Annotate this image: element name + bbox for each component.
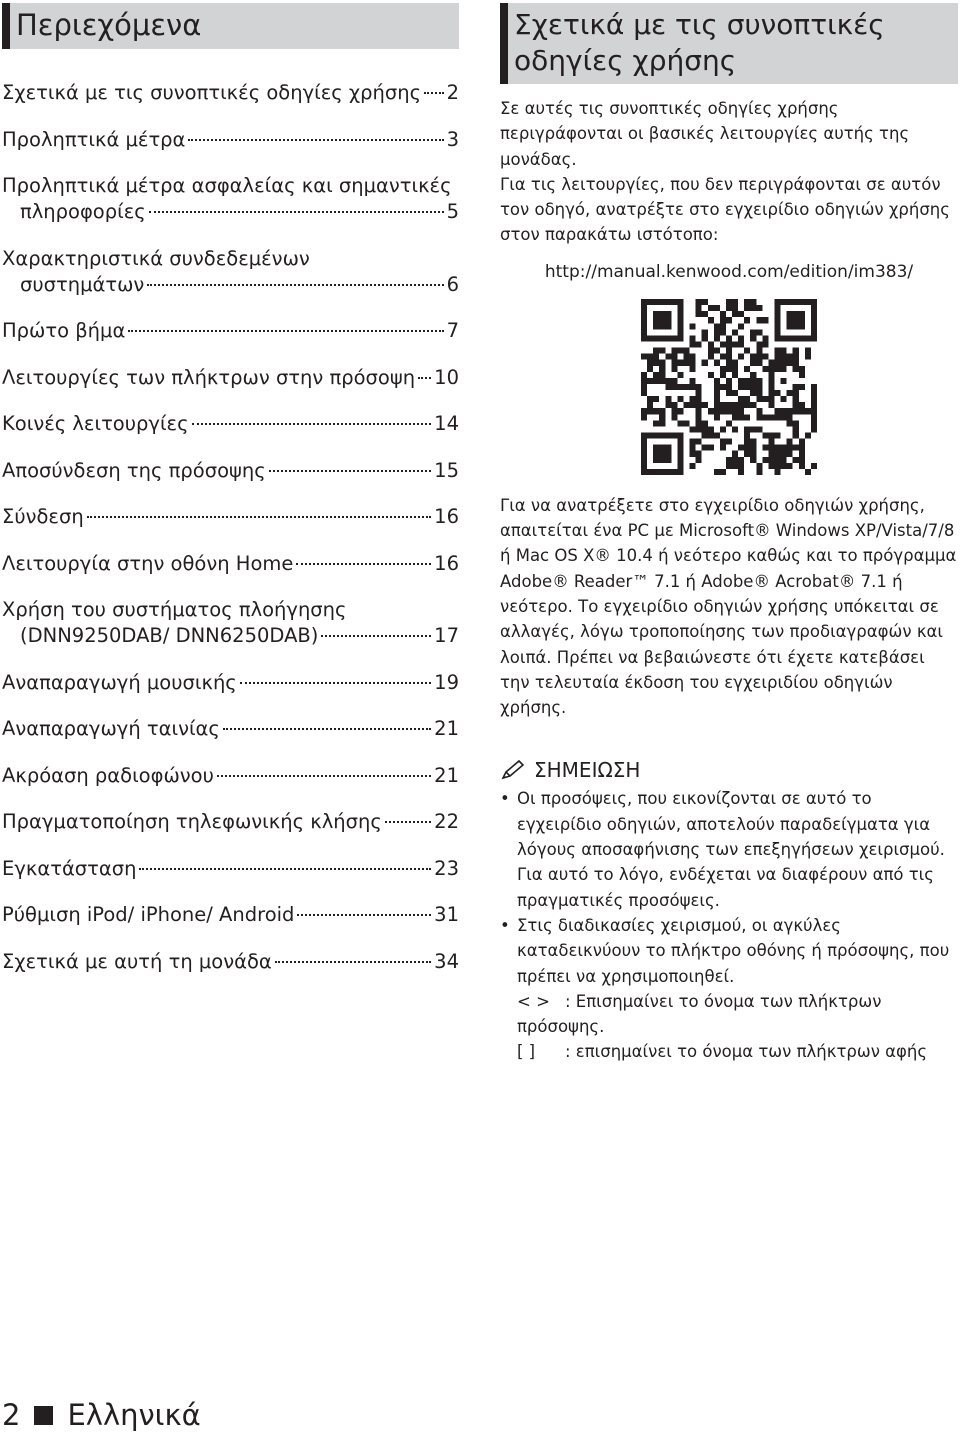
dot-leader <box>192 423 432 425</box>
bullet-icon: • <box>500 789 510 809</box>
bullet-icon: • <box>500 915 510 935</box>
toc-page-number: 7 <box>446 319 459 342</box>
toc-entry-label-line: Χαρακτηριστικά συνδεδεμένων <box>2 246 310 270</box>
toc-entry-label: Πρώτο βήμα <box>2 319 126 342</box>
dot-leader <box>385 821 431 823</box>
toc-entry[interactable] <box>2 458 459 484</box>
toc-page-number: 21 <box>434 717 459 740</box>
note-list <box>500 786 958 988</box>
toc-entry[interactable] <box>2 173 459 225</box>
toc-page-number: 14 <box>434 412 459 435</box>
toc-entry[interactable] <box>2 246 459 298</box>
toc-entry[interactable] <box>2 504 459 530</box>
toc-entry-label: Αναπαραγωγή μουσικής <box>2 670 237 694</box>
note-heading <box>500 758 958 782</box>
dot-leader <box>275 961 431 963</box>
toc-entry-label: Λειτουργία στην οθόνη Home <box>2 551 294 575</box>
manual-url-link[interactable]: http://manual.kenwood.com/edition/im383/ <box>544 261 914 282</box>
dot-leader <box>147 284 443 286</box>
toc-page-number: 10 <box>434 365 459 389</box>
intro-paragraph-2: Για τις λειτουργίες, που δεν περιγράφονται σε αυτόν τον οδηγό, ανατρέξτε στο εγχειρίδιο οδηγιών χρήσης στον παρακάτω ιστότοπο: <box>500 174 950 245</box>
page-footer <box>2 1398 201 1432</box>
toc-entry-label: Κοινές λειτουργίες <box>2 412 189 435</box>
toc-page-number: 31 <box>434 903 459 926</box>
contents-heading: Περιεχόμενα <box>2 3 459 49</box>
toc-entry-label: Σχετικά με αυτή τη μονάδα <box>2 949 272 973</box>
dot-leader <box>87 516 431 518</box>
toc-entry[interactable] <box>2 411 459 437</box>
toc-entry-label: Αναπαραγωγή ταινίας <box>2 717 220 740</box>
toc-entry-label: πληροφορίες <box>20 200 146 223</box>
toc-entry[interactable] <box>2 365 459 391</box>
toc-entry-label: (DNN9250DAB/ DNN6250DAB) <box>20 624 319 647</box>
toc-entry-label: Εγκατάσταση <box>2 856 137 880</box>
toc-entry-label: Σύνδεση <box>2 505 84 528</box>
about-heading-line2: οδηγίες χρήσης <box>514 44 737 77</box>
toc-page-number: 5 <box>446 200 459 223</box>
toc-entry[interactable] <box>2 716 459 742</box>
pencil-icon <box>500 759 526 781</box>
toc-entry[interactable] <box>2 949 459 975</box>
toc-entry[interactable] <box>2 902 459 928</box>
about-heading <box>500 3 958 84</box>
toc-entry-label: Λειτουργίες των πλήκτρων στην πρόσοψη <box>2 365 416 389</box>
toc-entry[interactable] <box>2 597 459 649</box>
square-bracket-text: : επισημαίνει το όνομα των πλήκτρων αφής <box>565 1042 928 1062</box>
toc-entry-label: Προληπτικά μέτρα <box>2 127 186 151</box>
about-column <box>500 3 958 1065</box>
dot-leader <box>217 775 431 777</box>
language-label: Ελληνικά <box>67 1398 201 1432</box>
toc-entry-label: Ρύθμιση iPod/ iPhone/ Android <box>2 903 295 926</box>
toc-page-number: 16 <box>434 551 459 575</box>
note-bullet-2 <box>500 913 958 989</box>
qr-code-image <box>641 299 817 475</box>
dot-leader <box>223 728 431 730</box>
toc-page-number: 3 <box>446 127 459 151</box>
intro-paragraph-1: Σε αυτές τις συνοπτικές οδηγίες χρήσης περιγράφονται οι βασικές λειτουργίες αυτής της μονάδας. <box>500 99 910 169</box>
toc-entry-label: Αποσύνδεση της πρόσοψης <box>2 458 266 482</box>
toc-page-number: 34 <box>434 949 459 973</box>
dot-leader <box>240 682 431 684</box>
toc-page-number: 21 <box>434 763 459 787</box>
square-bracket-symbol: [ ] <box>517 1042 536 1062</box>
toc-entry[interactable] <box>2 551 459 577</box>
toc-page-number: 17 <box>434 624 459 647</box>
toc-page-number: 16 <box>434 505 459 528</box>
dot-leader <box>269 470 431 472</box>
toc-entry[interactable] <box>2 670 459 696</box>
toc-entry-label-line: Χρήση του συστήματος πλοήγησης <box>2 598 347 621</box>
dot-leader <box>297 914 431 916</box>
dot-leader <box>424 92 444 94</box>
about-heading-line1: Σχετικά με τις συνοπτικές <box>514 8 885 41</box>
toc-entry[interactable] <box>2 809 459 835</box>
table-of-contents <box>2 80 459 975</box>
toc-entry-label: Πραγματοποίηση τηλεφωνικής κλήσης <box>2 810 382 833</box>
contents-column <box>2 3 459 995</box>
toc-entry-label: Σχετικά με τις συνοπτικές οδηγίες χρήσης <box>2 81 422 104</box>
toc-page-number: 6 <box>446 272 459 296</box>
toc-page-number: 19 <box>434 670 459 694</box>
toc-entry[interactable] <box>2 856 459 882</box>
toc-page-number: 15 <box>434 458 459 482</box>
angle-bracket-symbol: < > <box>517 991 550 1011</box>
toc-entry[interactable] <box>2 127 459 153</box>
toc-entry-label: συστημάτων <box>20 272 145 296</box>
square-marker-icon <box>34 1406 53 1425</box>
dot-leader <box>418 377 431 379</box>
page-number: 2 <box>2 1398 21 1432</box>
dot-leader <box>321 635 431 637</box>
angle-bracket-text: : Επισημαίνει το όνομα των πλήκτρων πρόσοψης. <box>517 991 882 1037</box>
square-bracket-explanation <box>500 1039 958 1064</box>
dot-leader <box>296 563 431 565</box>
note-bullet-1-text: Οι προσόψεις, που εικονίζονται σε αυτό το εγχειρίδιο οδηγιών, αποτελούν παραδείγματα για λόγους αποσαφήνισης των επεξηγήσεων χειρισμού. Για αυτό το λόγο, ενδέχεται να διαφέρουν από τις πραγματικές προσόψεις. <box>517 789 945 910</box>
note-bullet-2-text: Στις διαδικασίες χειρισμού, οι αγκύλες καταδεικνύουν το πλήκτρο οθόνης ή πρόσοψης, που πρέπει να χρησιμοποιηθεί. <box>517 915 950 986</box>
toc-entry[interactable] <box>2 80 459 106</box>
toc-entry[interactable] <box>2 763 459 789</box>
toc-entry-label-line: Προληπτικά μέτρα ασφαλείας και σημαντικές <box>2 174 452 197</box>
dot-leader <box>128 330 443 332</box>
requirements-paragraph: Για να ανατρέξετε στο εγχειρίδιο οδηγιών χρήσης, απαιτείται ένα PC με Microsoft® Windows XP/Vista/7/8 ή Mac OS X® 10.4 ή νεότερο καθώς και το πρόγραμμα Adobe® Reader™ 7.1 ή Adobe® Acrobat® 7.1 ή νεότερο. Το εγχειρίδιο οδηγιών χρήσης υπόκειται σε αλλαγές, λόγω τροποποίησης των προδιαγραφών και λοιπά. Πρέπει να βεβαιώνεστε ότι έχετε κατεβάσει την τελευταία έκδοση του εγχειριδίου οδηγιών χρήσης. <box>500 495 957 718</box>
dot-leader <box>139 868 431 870</box>
toc-entry[interactable] <box>2 318 459 344</box>
dot-leader <box>188 139 443 141</box>
note-title: ΣΗΜΕΙΩΣΗ <box>534 758 641 783</box>
toc-entry-label: Ακρόαση ραδιοφώνου <box>2 763 214 787</box>
dot-leader <box>149 211 444 213</box>
toc-page-number: 2 <box>446 81 459 104</box>
note-bullet-1 <box>500 786 958 912</box>
angle-bracket-explanation <box>500 989 958 1040</box>
toc-page-number: 23 <box>434 856 459 880</box>
toc-page-number: 22 <box>434 810 459 833</box>
